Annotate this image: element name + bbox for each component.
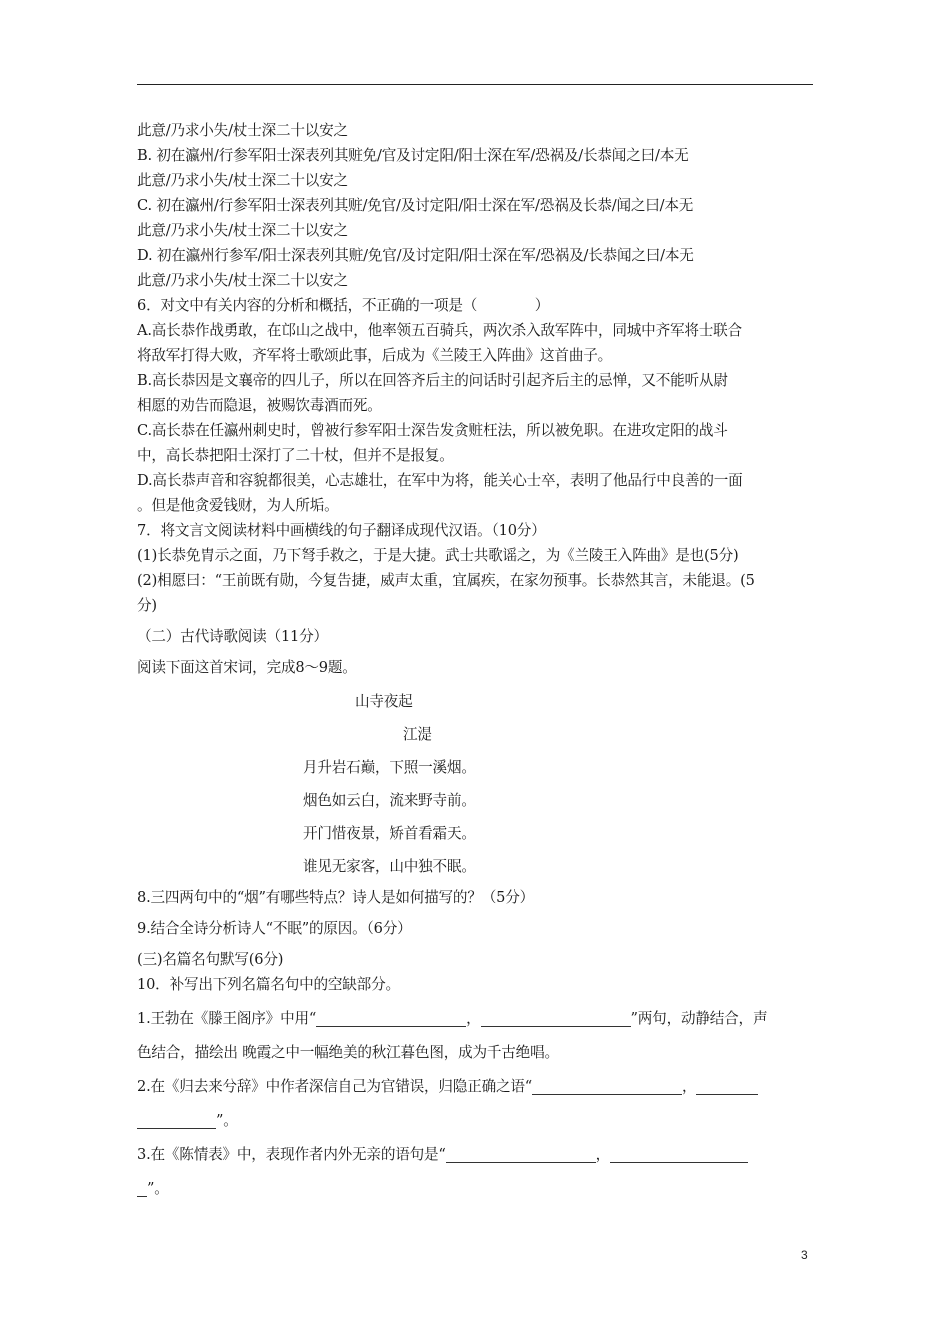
q5-option-b-line2: 此意/乃求小失/杖士深二十以安之 <box>137 172 348 189</box>
q5-option-d-line2: 此意/乃求小失/杖士深二十以安之 <box>137 272 348 289</box>
q8-question: 8.三四两句中的“烟”有哪些特点？诗人是如何描写的？（5分） <box>137 889 534 906</box>
fill-1-prefix: 1.王勃在《滕王阁序》中用“ <box>137 1010 317 1027</box>
q6-option-a-line1: A.高长恭作战勇敢，在邙山之战中，他率领五百骑兵，两次杀入敌军阵中，同城中齐军将士联合 <box>137 322 742 339</box>
header-rule <box>137 84 813 85</box>
q6-option-a-line2: 将敌军打得大败，齐军将士歌颂此事，后成为《兰陵王入阵曲》这首曲子。 <box>137 347 612 364</box>
fill-3-end: ”。 <box>147 1180 169 1197</box>
fill-blank-3a[interactable] <box>446 1146 596 1163</box>
q7-sentence-2-line1: (2)相愿曰：“王前既有勋，今复告捷，威声太重，宜属疾，在家勿预事。长恭然其言，未能退。(5 <box>137 572 755 589</box>
q9-question: 9.结合全诗分析诗人“不眠”的原因。（6分） <box>137 920 412 937</box>
q7-stem: 7．将文言文阅读材料中画横线的句子翻译成现代汉语。（10分） <box>137 522 546 539</box>
fill-2-comma: ， <box>682 1078 697 1095</box>
q6-option-c-line1: C.高长恭在任瀛州刺史时，曾被行参军阳士深告发贪赃枉法，所以被免职。在进攻定阳的战斗 <box>137 422 728 439</box>
section-2-intro: 阅读下面这首宋词，完成8～9题。 <box>137 659 357 676</box>
fill-item-2-line2 <box>137 1108 817 1133</box>
fill-item-1 <box>137 1006 817 1031</box>
section-3-heading: (三)名篇名句默写(6分) <box>137 951 284 968</box>
q6-option-d-line1: D.高长恭声音和容貌都很美，心志雄壮，在军中为将，能关心士卒，表明了他品行中良善的一面 <box>137 472 743 489</box>
fill-3-prefix: 3.在《陈情表》中，表现作者内外无亲的语句是“ <box>137 1146 446 1163</box>
q5-option-c-line2: 此意/乃求小失/杖士深二十以安之 <box>137 222 348 239</box>
q7-sentence-1: (1)长恭免胄示之面，乃下弩手救之，于是大捷。武士共歌谣之，为《兰陵王入阵曲》是也(5分) <box>137 547 739 564</box>
fill-item-3 <box>137 1142 817 1167</box>
q6-stem: 6．对文中有关内容的分析和概括，不正确的一项是（ ） <box>137 297 550 314</box>
poem-line-4: 谁见无家客，山中独不眠。 <box>303 858 476 875</box>
fill-blank-3b[interactable] <box>610 1146 748 1163</box>
fill-item-3-line2 <box>137 1176 817 1201</box>
fill-blank-2a[interactable] <box>532 1078 682 1095</box>
q5-option-d-line1: D. 初在瀛州行参军/阳士深表列其赃/免官/及讨定阳/阳士深在军/恐祸及/长恭闻之曰/本无 <box>137 247 694 264</box>
q10-stem: 10．补写出下列名篇名句中的空缺部分。 <box>137 976 400 993</box>
fill-1-comma: ， <box>466 1010 481 1027</box>
q5-option-b-line1: B. 初在瀛州/行参军阳士深表列其赃免/官及讨定阳/阳士深在军/恐祸及/长恭闻之曰/本无 <box>137 147 689 164</box>
poem-author: 江湜 <box>403 726 432 743</box>
q7-sentence-2-line2: 分) <box>137 597 157 614</box>
q6-option-c-line2: 中，高长恭把阳士深打了二十杖，但并不是报复。 <box>137 447 454 464</box>
poem-line-1: 月升岩石巅，下照一溪烟。 <box>303 759 476 776</box>
q6-option-b-line2: 相愿的劝告而隐退，被赐饮毒酒而死。 <box>137 397 382 414</box>
page-number: 3 <box>801 1248 808 1262</box>
poem-line-3: 开门惜夜景，矫首看霜天。 <box>303 825 476 842</box>
exam-page-content <box>137 118 817 1201</box>
fill-blank-2b-cont[interactable] <box>137 1112 216 1129</box>
q6-option-b-line1: B.高长恭因是文襄帝的四儿子，所以在回答齐后主的问话时引起齐后主的忌惮，又不能听从尉 <box>137 372 728 389</box>
fill-blank-2b[interactable] <box>696 1078 758 1095</box>
fill-blank-1a[interactable] <box>316 1010 466 1027</box>
fill-1-suffix: ”两句，动静结合，声 <box>630 1010 768 1027</box>
q5-option-a-tail: 此意/乃求小失/杖士深二十以安之 <box>137 122 348 139</box>
q6-option-d-line2: 。但是他贪爱钱财，为人所垢。 <box>137 497 339 514</box>
fill-blank-3b-cont[interactable] <box>137 1180 147 1197</box>
fill-item-1-line2: 色结合，描绘出 晚霞之中一幅绝美的秋江暮色图，成为千古绝唱。 <box>137 1044 559 1061</box>
fill-2-prefix: 2.在《归去来兮辞》中作者深信自己为官错误，归隐正确之语“ <box>137 1078 533 1095</box>
poem-line-2: 烟色如云白，流来野寺前。 <box>303 792 476 809</box>
section-2-heading: （二）古代诗歌阅读（11分） <box>137 628 328 645</box>
fill-3-comma: ， <box>595 1146 611 1163</box>
q5-option-c-line1: C. 初在瀛州/行参军阳士深表列其赃/免官/及讨定阳/阳士深在军/恐祸及长恭/闻之曰/本无 <box>137 197 694 214</box>
fill-blank-1b[interactable] <box>481 1010 631 1027</box>
fill-2-end: ”。 <box>216 1112 238 1129</box>
poem-title: 山寺夜起 <box>355 693 413 710</box>
fill-item-2 <box>137 1074 817 1099</box>
